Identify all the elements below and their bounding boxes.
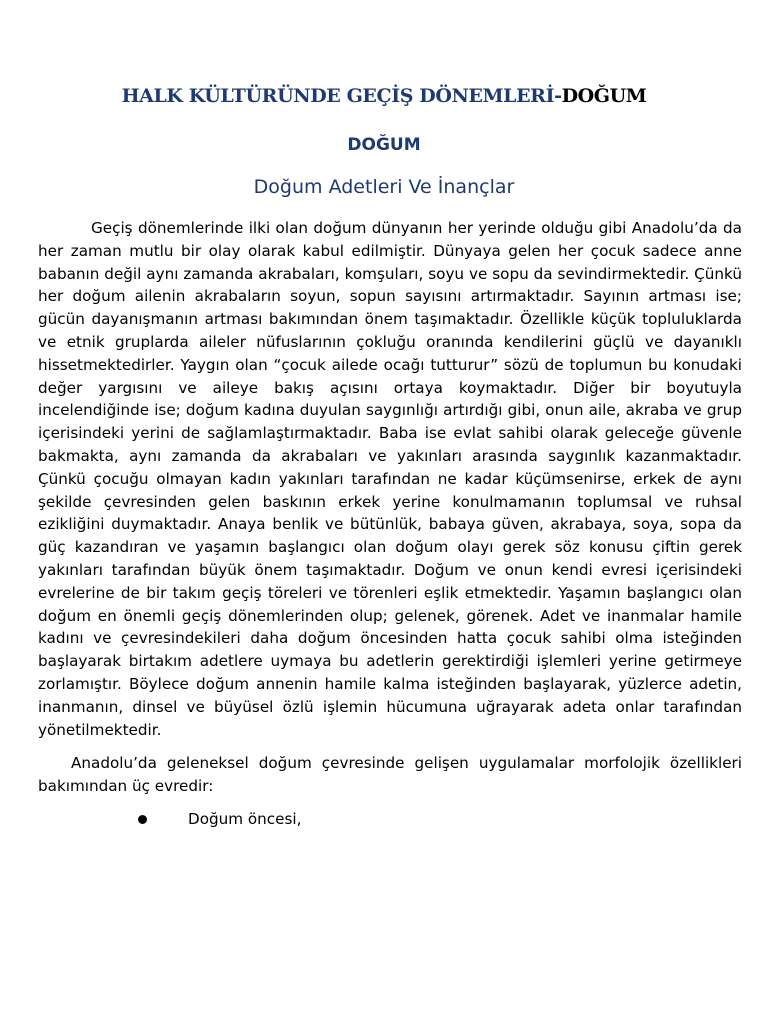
bullet-item (38, 808, 742, 831)
document-subtitle: DOĞUM (347, 135, 421, 155)
section-heading: Doğum Adetleri Ve İnançlar (253, 176, 515, 198)
body-paragraph: Geçiş dönemlerinde ilki olan doğum dünyanın her yerinde olduğu gibi Anadolu’da da her zaman mutlu bir olay olarak kabul edilmiştir. Dünyaya gelen her çocuk sadece anne babanın değil aynı zamanda akrabaları, komşuları, soyu ve sopu da sevindirmektedir. Çünkü her doğum ailenin akrabaların soyun, sopun sayısını artırmaktadır. Sayının artması ise; gücün dayanışmanın artması bakımından önem taşımaktadır. Özellikle küçük topluluklarda ve etnik gruplarda aileler nüfuslarının çokluğu oranında kendilerini güçlü ve dayanıklı hissetmektedirler. Yaygın olan “çocuk ailede ocağı tutturur” sözü de toplumun bu konudaki değer yargısını ve aileye bakış açısını ortaya koymaktadır. Diğer bir boyutuyla incelendiğinde ise; doğum kadına duyulan saygınlığı artırdığı gibi, onun aile, akraba ve grup içerisindeki yerini de sağlamlaştırmaktadır. Baba ise evlat sahibi olarak geleceğe güvenle bakmakta, aynı zamanda da akrabaları ve yakınları arasında saygınlık kazanmaktadır. Çünkü çocuğu olmayan kadın yakınları tarafından ne kadar küçümsenirse, erkek de aynı şekilde çevresinden gelen baskının erkek yerine konulmamanın toplumsal ve ruhsal ezikliğini duymaktadır. Anaya benlik ve bütünlük, babaya güven, akrabaya, soya, sopa da güç kazandıran ve yaşamın başlangıcı olan doğum olayı gerek söz konusu çiftin gerek yakınları tarafından büyük önem taşımaktadır. Doğum ve onun kendi evresi içerisindeki evrelerine de bir takım geçiş töreleri ve törenleri eşlik etmektedir. Yaşamın başlangıcı olan doğum en önemli geçiş dönemlerinden olup; gelenek, görenek. Adet ve inanmalar hamile kadını ve çevresindekileri daha doğum öncesinden hatta çocuk sahibi olma isteğinden başlayarak birtakım adetlere uymaya bu adetlerin gerektirdiği işlemleri yerine getirmeye zorlamıştır. Böylece doğum annenin hamile kalma isteğinden başlayarak, yüzlerce adetin, inanmanın, dinsel ve büyüsel özlü işlemin hücumuna uğrayarak adeta onlar tarafından yönetilmektedir. (38, 219, 742, 739)
bullet-item-text: Doğum öncesi, (188, 809, 302, 828)
bullet-list (38, 808, 742, 831)
body-paragraph: Anadolu’da geleneksel doğum çevresinde gelişen uygulamalar morfolojik özellikleri bakımından üç evredir: (38, 754, 742, 796)
document-title (0, 85, 768, 107)
document-title-suffix: DOĞUM (561, 85, 647, 107)
document-body (38, 217, 742, 831)
document-title-main: HALK KÜLTÜRÜNDE GEÇİŞ DÖNEMLERİ- (121, 85, 562, 107)
bullet-dot-icon (138, 815, 147, 824)
